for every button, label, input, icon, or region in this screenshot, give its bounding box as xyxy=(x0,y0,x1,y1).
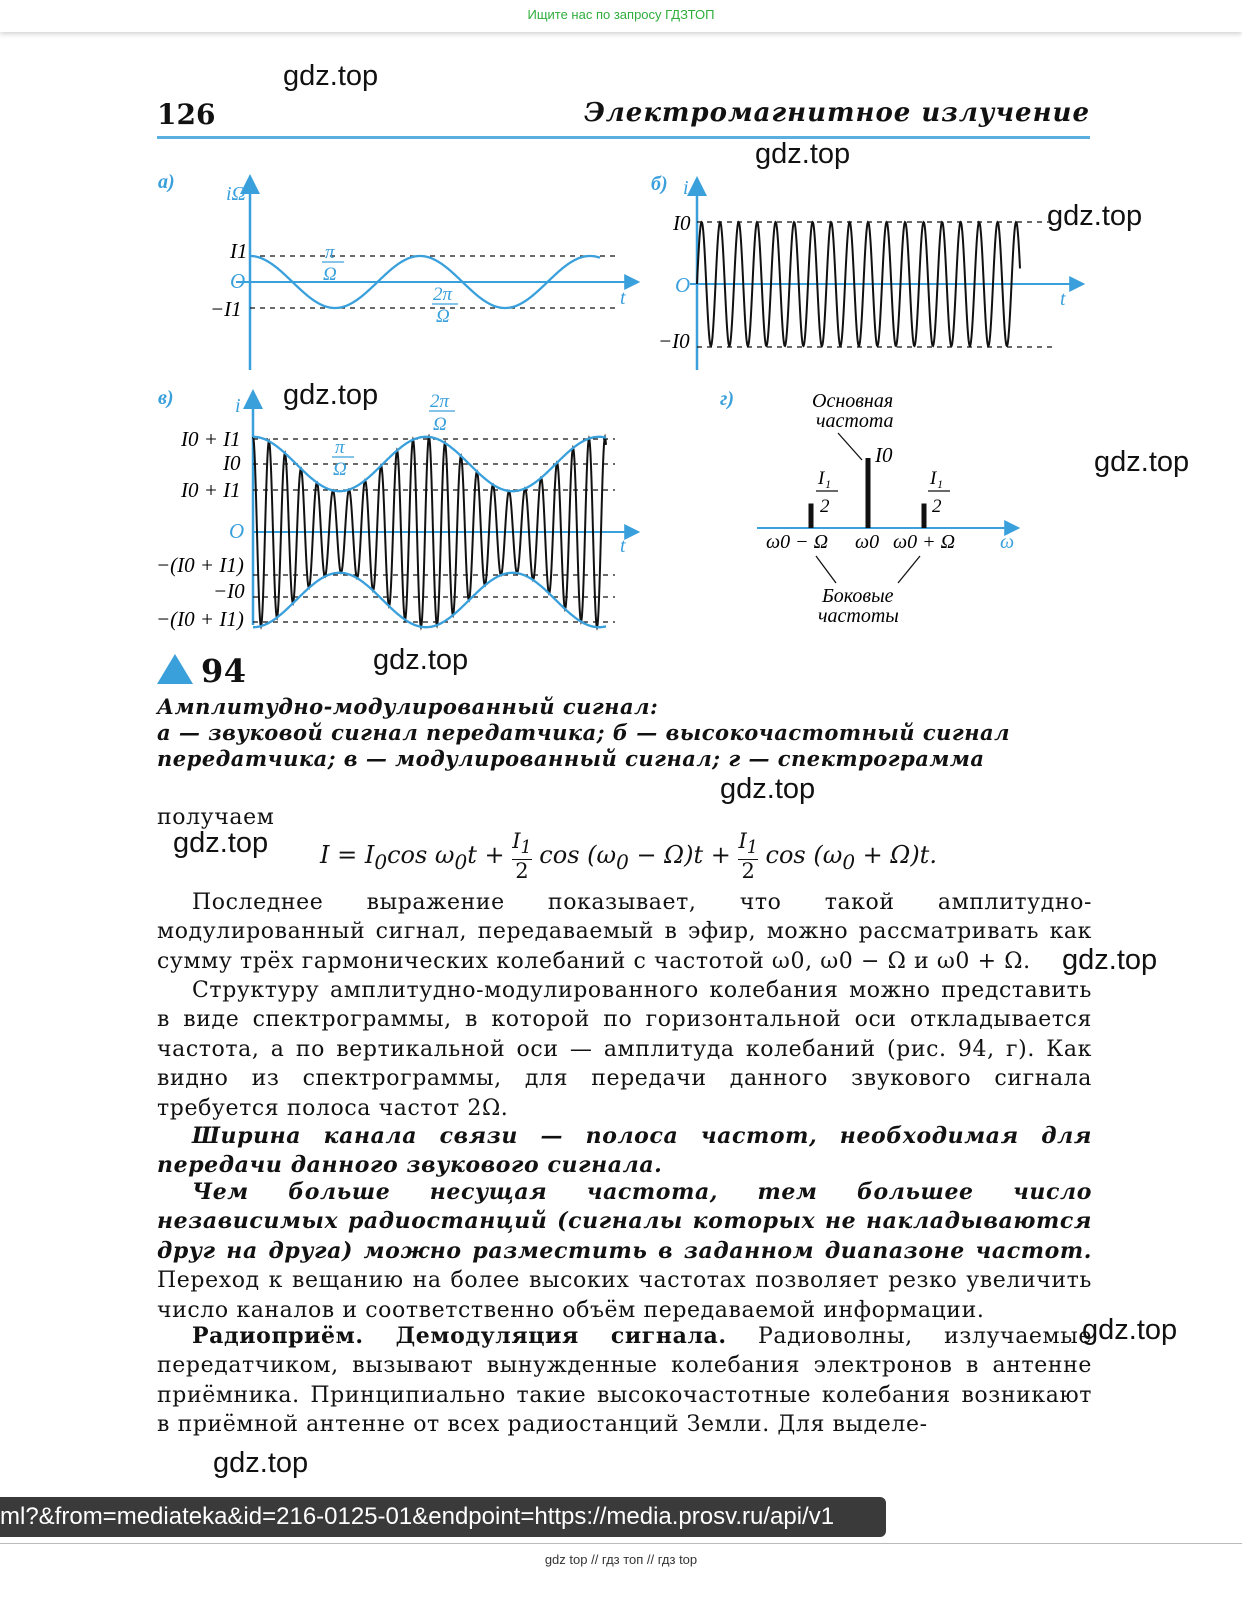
watermark: gdz.top xyxy=(283,60,379,92)
paragraph-4: Чем больше несущая частота, тем большее число независимых радиостанций (сигналы которых не накладываются друг на друга) можно разместить в заданном диапазоне частот. Переход к вещанию на более высоких частотах позволяет резко увеличить число каналов и соответственно объём передаваемой информации. xyxy=(157,1179,1092,1323)
panel-v-label: в) xyxy=(158,387,174,409)
main-frequency-label-2: частота xyxy=(816,410,894,432)
x-axis-label: t xyxy=(620,287,626,309)
footer-text: gdz top // гдз топ // гдз top xyxy=(544,1552,698,1567)
x-axis-label: ω xyxy=(1000,531,1015,553)
freq-upper: ω0 + Ω xyxy=(893,531,956,553)
side-frequency-label-1: Боковые xyxy=(822,585,894,607)
watermark: gdz.top xyxy=(1062,944,1158,976)
panel-g xyxy=(720,388,1017,627)
label-origin: O xyxy=(230,269,246,293)
label-i0: I0 xyxy=(223,451,241,475)
label-pi: π xyxy=(335,437,345,458)
watermark: gdz.top xyxy=(720,773,816,805)
lower-amplitude-den: 2 xyxy=(820,496,830,517)
panel-b-label: б) xyxy=(651,173,668,195)
label-2pi: 2π xyxy=(433,284,453,305)
label-minus-i0-plus-i1: −(I0 + I1) xyxy=(156,553,244,577)
watermark: gdz.top xyxy=(173,827,269,859)
label-minus-i0: −I0 xyxy=(658,329,690,353)
upper-amplitude-num: I₁ xyxy=(930,468,943,489)
label-omega: Ω xyxy=(323,264,337,285)
y-axis-label: i xyxy=(235,395,241,417)
paragraph-2: Структуру амплитудно-модулированного колебания можно представить в виде спектрограммы, в которой по горизонтальной оси откладывается частота, а по вертикальной оси — амплитуда колебаний (рис. 94, г). Как видно из спектрограммы, для передачи данного звукового сигнала требуется полоса частот 2Ω. xyxy=(157,978,1092,1121)
paragraph-definition: Ширина канала связи — полоса частот, необходимая для передачи данного звукового сигнала. xyxy=(157,1123,1092,1179)
label-i1: I1 xyxy=(230,239,248,263)
watermark: gdz.top xyxy=(283,379,379,411)
label-minus-i0-plus-i1: −(I0 + I1) xyxy=(156,607,244,631)
label-minus-i1: −I1 xyxy=(210,297,242,321)
panel-g-label: г) xyxy=(720,388,735,410)
label-pi: π xyxy=(325,242,335,263)
url-bar[interactable] xyxy=(0,1497,886,1537)
main-frequency-label-1: Основная xyxy=(812,390,894,412)
watermark: gdz.top xyxy=(1047,200,1143,232)
label-2pi: 2π xyxy=(430,391,450,412)
freq-carrier: ω0 xyxy=(855,531,880,553)
y-axis-label: i xyxy=(683,177,689,199)
x-axis-label: t xyxy=(1060,288,1066,310)
panel-b xyxy=(651,173,1082,370)
text-intro: получаем xyxy=(157,805,275,830)
watermark: gdz.top xyxy=(1094,446,1190,478)
watermark: gdz.top xyxy=(1082,1314,1178,1346)
footer xyxy=(0,1543,1242,1576)
watermark: gdz.top xyxy=(213,1447,309,1479)
watermark: gdz.top xyxy=(373,644,469,676)
y-axis-label: iΩ xyxy=(226,183,247,205)
label-i0-plus-i1: I0 + I1 xyxy=(181,427,241,451)
caption-title: Амплитудно-модулированный сигнал: xyxy=(157,694,659,719)
envelope-bottom xyxy=(253,573,606,627)
freq-lower: ω0 − Ω xyxy=(766,531,829,553)
label-origin: O xyxy=(675,273,691,297)
label-i0-plus-i1: I0 + I1 xyxy=(181,478,241,502)
caption-body: а — звуковой сигнал передатчика; б — высокочастотный сигнал передатчика; в — модулированный сигнал; г — спектрограмма xyxy=(157,720,1011,771)
side-frequency-label-2: частоты xyxy=(818,605,899,627)
label-minus-i0: −I0 xyxy=(213,579,245,603)
label-omega: Ω xyxy=(333,459,347,480)
x-axis-label: t xyxy=(620,535,626,557)
label-omega-2: Ω xyxy=(433,414,447,435)
url-text: ml?&from=mediateka&id=216-0125-01&endpoint=https://media.prosv.ru/api/v1 xyxy=(0,1503,835,1530)
label-origin: O xyxy=(229,519,245,543)
panel-a xyxy=(158,171,637,370)
panel-v xyxy=(156,387,637,631)
panel-a-label: а) xyxy=(158,171,175,193)
paragraph-1: Последнее выражение показывает, что такой амплитудно-модулированный сигнал, передаваемый в эфир, можно рассматривать как сумму трёх гармонических колебаний с частотой ω0, ω0 − Ω и ω0 + Ω. xyxy=(157,890,1092,974)
lower-amplitude-num: I₁ xyxy=(818,468,831,489)
page-number: 126 xyxy=(157,98,216,131)
carrier-amplitude-label: I0 xyxy=(875,443,893,467)
label-omega-2: Ω xyxy=(436,306,450,327)
label-i0: I0 xyxy=(673,211,691,235)
figure-number: 94 xyxy=(157,654,247,684)
figure-94 xyxy=(0,0,1242,640)
chapter-title: Электромагнитное излучение xyxy=(584,98,1090,128)
top-banner-text: Ищите нас по запросу ГДЗТОП xyxy=(527,7,715,22)
paragraph-5: Радиоприём. Демодуляция сигнала. Радиоволны, излучаемые передатчиком, вызывают вынужденные колебания электронов в антенне приёмника. Принципиально такие высокочастотные колебания возникают в приёмной антенне от всех радиостанций Земли. Для выделе- xyxy=(157,1323,1092,1438)
formula: $I = I_0\cos$ $\omega_0t$ + $\frac{I_1}{2}$ $\cos (\omega_0 - \Omega)t$ + $\frac{I_1}{2}$ $\cos (\omega_0 + \Omega)t$. xyxy=(320,829,937,884)
watermark: gdz.top xyxy=(755,138,851,170)
triangle-icon xyxy=(157,654,193,684)
upper-amplitude-den: 2 xyxy=(932,496,942,517)
